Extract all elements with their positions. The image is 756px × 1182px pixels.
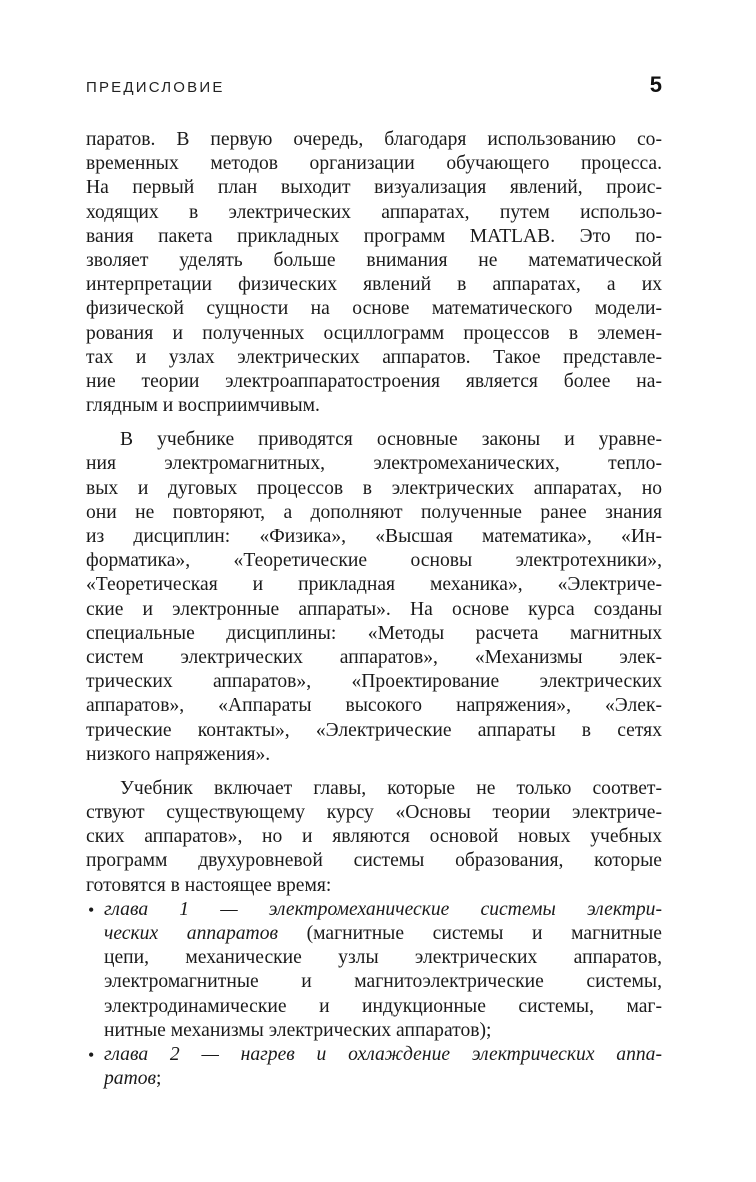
text-line: трические контакты», «Электрические аппараты в сетях (86, 719, 662, 741)
text-line: специальные дисциплины: «Методы расчета магнитных (86, 622, 662, 644)
paragraph-gap (86, 418, 662, 428)
text-line: аппаратов», «Аппараты высокого напряжения», «Элек- (86, 695, 662, 717)
text-line: интерпретации физических явлений в аппаратах, а их (86, 274, 662, 296)
text-line: временных методов организации обучающего процесса. (86, 153, 662, 175)
text-line: трических аппаратов», «Проектирование электрических (86, 671, 662, 693)
chapter-title-italic: ческих аппаратов (104, 923, 279, 944)
text-line: Учебник включает главы, которые не только соответ- (120, 777, 662, 799)
text-line: ствуют существующему курсу «Основы теории электриче- (86, 802, 662, 824)
list-item (86, 1043, 662, 1091)
list-item-line (86, 1043, 662, 1067)
paragraph-2 (86, 428, 662, 767)
paragraph-gap (86, 767, 662, 777)
chapter-title-italic: глава 1 — электромеханические системы электри- (104, 898, 662, 920)
chapter-description: ; (156, 1068, 162, 1090)
text-line: готовятся в настоящее время: (86, 874, 332, 896)
page-body (86, 128, 662, 1091)
page-number: 5 (649, 72, 662, 97)
chapter-description: (магнитные системы и магнитные (278, 923, 662, 944)
text-line: физической сущности на основе математического модели- (86, 298, 662, 320)
list-item-line: цепи, механические узлы электрических аппаратов, (104, 947, 662, 969)
text-line: систем электрических аппаратов», «Механизмы элек- (86, 646, 662, 668)
text-line: глядным и восприимчивым. (86, 395, 320, 417)
text-line: из дисциплин: «Физика», «Высшая математика», «Ин- (86, 526, 662, 547)
list-item-line (86, 1067, 662, 1091)
text-line: они не повторяют, а дополняют полученные ранее знания (86, 501, 662, 523)
text-line: зволяет уделять больше внимания не математической (86, 249, 662, 271)
text-line: программ двухуровневой системы образования, которые (86, 850, 662, 872)
text-line: На первый план выходит визуализация явлений, проис- (86, 177, 662, 199)
list-item-line: электродинамические и индукционные системы, маг- (104, 995, 662, 1017)
chapter-list (86, 898, 662, 1092)
text-line: ских аппаратов», но и являются основой новых учебных (86, 826, 662, 848)
text-line: форматика», «Теоретические основы электротехники», (86, 550, 662, 572)
list-item-line: электромагнитные и магнитоэлектрические системы, (104, 971, 662, 993)
text-line: паратов. В первую очередь, благодаря использованию со- (86, 129, 662, 150)
text-line: ния электромагнитных, электромеханических, тепло- (86, 453, 662, 475)
running-head: ПРЕДИСЛОВИЕ (86, 79, 225, 96)
text-line: низкого напряжения». (86, 743, 271, 765)
text-line: ние теории электроаппаратостроения является более на- (86, 370, 662, 392)
text-line: «Теоретическая и прикладная механика», «Электриче- (86, 574, 662, 596)
page-header (86, 72, 662, 98)
text-line: тах и узлах электрических аппаратов. Такое представле- (86, 346, 662, 368)
list-item-line (86, 898, 662, 922)
paragraph-1 (86, 128, 662, 418)
text-line: ские и электронные аппараты». На основе курса созданы (86, 598, 662, 620)
text-line: вания пакета прикладных программ MATLAB. Это по- (86, 225, 662, 247)
text-line: ходящих в электрических аппаратах, путем использо- (86, 201, 662, 223)
text-line: вых и дуговых процессов в электрических аппаратах, но (86, 477, 662, 499)
paragraph-3 (86, 777, 662, 898)
chapter-title-italic: ратов (104, 1068, 157, 1090)
text-line: рования и полученных осциллограмм процессов в элемен- (86, 322, 662, 344)
chapter-title-italic: глава 2 — нагрев и охлаждение электрических аппа- (104, 1043, 662, 1065)
list-item-line: нитные механизмы электрических аппаратов); (104, 1019, 492, 1041)
list-item-line (86, 922, 662, 946)
bullet-icon: • (88, 899, 95, 920)
text-line: В учебнике приводятся основные законы и уравне- (120, 429, 662, 451)
list-item (86, 898, 662, 1043)
bullet-icon: • (88, 1044, 95, 1065)
